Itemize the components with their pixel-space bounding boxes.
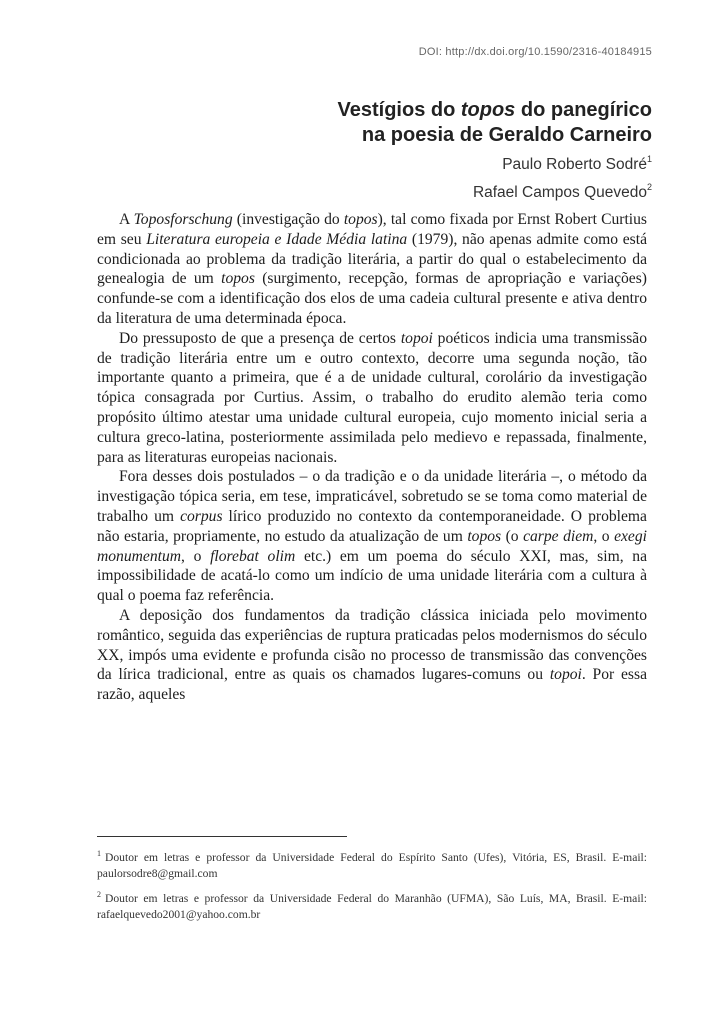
- paragraph-3: Fora desses dois postulados – o da tradição e o da unidade literária –, o método da investigação tópica seria, em tese, impraticável, sobretudo se se toma como material de trabalho um corpus lírico produzido no contexto da contemporaneidade. O problema não estaria, propriamente, no estudo da atualização de um topos (o carpe diem, o exegi monumentum, o florebat olim etc.) em um poema do século XXI, mas, sim, na impossibilidade de acatá-lo como um indício de uma unidade literária com a cultura à qual o poema faz referência.: [97, 468, 647, 605]
- footnote-divider: [97, 836, 347, 837]
- footnote-mark[interactable]: 2: [646, 182, 652, 192]
- footnote-number: 1: [97, 849, 101, 858]
- article-title-line-2: na poesia de Geraldo Carneiro: [361, 124, 652, 146]
- footnote-1: [97, 846, 647, 881]
- footnote-number: 2: [97, 890, 101, 899]
- paragraph-4: A deposição dos fundamentos da tradição clássica iniciada pelo movimento romântico, seguida das experiências de ruptura praticadas pelos modernismos do século XX, impós uma evidente e profunda cisão no processo de transmissão das convenções da lírica tradicional, entre as quais os chamados lugares-comuns ou topoi. Por essa razão, aqueles: [97, 606, 647, 704]
- paragraph-2: Do pressuposto de que a presença de certos topoi poéticos indicia uma transmissão de tradição literária entre um e outro contexto, decorre uma segunda noção, tão importante quanto a primeira, que é a de unidade cultural, corolário da investigação tópica consagrada por Curtius. Assim, o trabalho do erudito alemão teria como propósito último atestar uma unidade cultural europeia, cujo momento inicial seria a cultura greco-latina, posteriormente assimilada pelo medievo e repassada, finalmente, para as literaturas europeias nacionais.: [97, 329, 647, 466]
- footnote-2: [97, 887, 647, 922]
- author-2: Rafael Campos Quevedo$^2$: [472, 182, 652, 201]
- author-1: Paulo Roberto Sodré$^1$: [502, 154, 652, 173]
- article-title-line-1: Vestígios do topos do panegírico: [337, 99, 652, 121]
- footnotes: [97, 846, 647, 928]
- footnote-mark[interactable]: 1: [646, 154, 652, 164]
- title-block: [338, 98, 652, 204]
- footnote-text: Doutor em letras e professor da Universidade Federal do Espírito Santo (Ufes), Vitória, ES, Brasil. E-mail: paulorsodre8@gmail.com: [97, 851, 647, 880]
- article-body: [97, 210, 647, 705]
- footnote-text: Doutor em letras e professor da Universidade Federal do Maranhão (UFMA), São Luís, MA, Brasil. E-mail: rafaelquevedo2001@yahoo.com.br: [97, 892, 647, 921]
- paragraph-1: A Toposforschung (investigação do topos), tal como fixada por Ernst Robert Curtius em seu Literatura europeia e Idade Média latina (1979), não apenas admite como está condicionada ao problema da tradição literária, a partir do qual o estabelecimento da genealogia de um topos (surgimento, recepção, formas de apropriação e variações) confunde-se com a identificação dos elos de uma cadeia cultural presente e ativa dentro da literatura de uma determinada época.: [97, 211, 648, 327]
- doi-link[interactable]: DOI: http://dx.doi.org/10.1590/2316-40184915: [418, 46, 652, 58]
